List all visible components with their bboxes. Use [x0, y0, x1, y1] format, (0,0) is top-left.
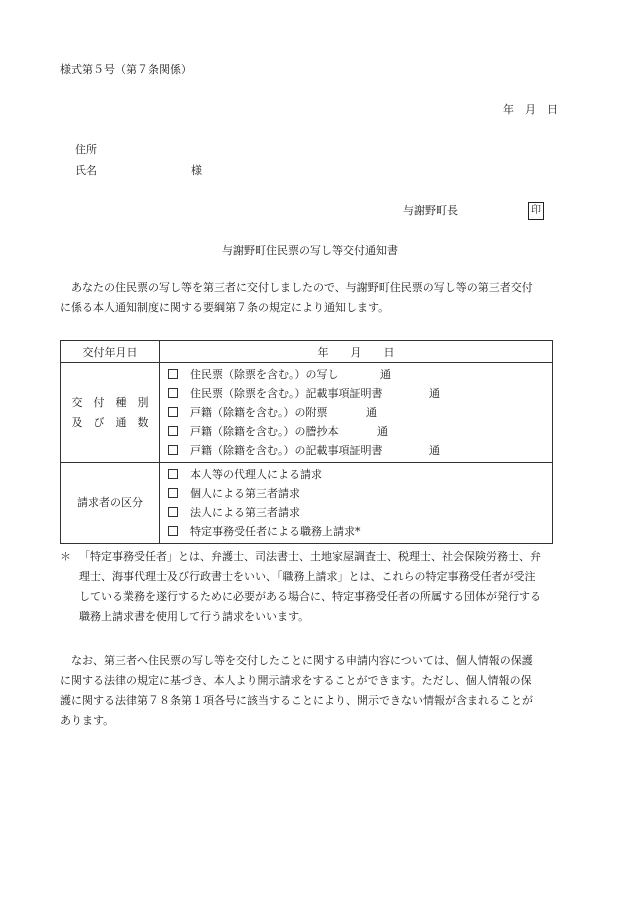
requester-cell	[160, 463, 553, 544]
closing-line: なお、第三者へ住民票の写し等を交付したことに関する申請内容については、個人情報の保護	[71, 654, 533, 667]
intro-line: に係る本人通知制度に関する要綱第７条の規定により通知します。	[60, 301, 390, 314]
form-number: 様式第５号（第７条関係）	[60, 63, 192, 76]
checkbox-icon	[168, 507, 178, 517]
checkbox-icon	[168, 526, 178, 536]
list-item	[168, 465, 544, 484]
footnote-line: 理士、海事代理士及び行政書士をいい、「職務上請求」とは、これらの特定事務受任者が受注	[79, 570, 536, 583]
list-item	[168, 484, 544, 503]
type-label-line: 交 付 種 別	[71, 395, 149, 409]
type-label-line: 及 び 通 数	[71, 415, 149, 429]
issuer-name: 与謝野町長	[403, 204, 458, 217]
checkbox-icon	[168, 469, 178, 479]
type-item-text: 住民票（除票を含む。）の写し	[190, 368, 339, 381]
delivery-table	[60, 340, 553, 544]
checkbox-icon	[168, 426, 178, 436]
footnote-line: 職務上請求書を使用して行う請求をいいます。	[79, 610, 310, 623]
type-cell	[160, 363, 553, 463]
closing-line: あります。	[60, 714, 115, 727]
type-item-text: 戸籍（除籍を含む。）の謄抄本	[190, 425, 339, 438]
requester-item-text: 特定事務受任者による職務上請求*	[190, 525, 361, 538]
footnote	[60, 547, 568, 627]
type-item-unit: 通	[429, 387, 440, 400]
date-header: 交付年月日	[61, 341, 160, 363]
list-item	[168, 384, 544, 403]
document-title: 与謝野町住民票の写し等交付通知書	[222, 244, 398, 257]
date-row	[61, 341, 553, 363]
checkbox-icon	[168, 488, 178, 498]
requester-item-text: 法人による第三者請求	[190, 506, 300, 519]
type-item-unit: 通	[366, 406, 377, 419]
list-item	[168, 441, 544, 460]
checkbox-icon	[168, 407, 178, 417]
closing-line: に関する法律の規定に基づき、本人より開示請求をすることができます。ただし、個人情報の保	[60, 674, 532, 687]
honorific: 様	[191, 164, 202, 177]
footnote-mark: ＊	[60, 550, 71, 563]
address-label: 住所	[75, 143, 97, 156]
list-item	[168, 365, 544, 384]
checkbox-icon	[168, 369, 178, 379]
intro-paragraph	[60, 278, 568, 318]
date-value: 年 月 日	[160, 341, 553, 363]
requester-label: 請求者の区分	[61, 463, 160, 544]
footnote-line: 「特定事務受任者」とは、弁護士、司法書士、土地家屋調査士、税理士、社会保険労務士、弁	[79, 550, 541, 563]
type-item-unit: 通	[380, 368, 391, 381]
closing-paragraph	[60, 651, 568, 731]
footnote-line: している業務を遂行するために必要がある場合に、特定事務受任者の所属する団体が発行する	[79, 590, 541, 603]
requester-item-text: 本人等の代理人による請求	[190, 468, 322, 481]
intro-line: あなたの住民票の写し等を第三者に交付しましたので、与謝野町住民票の写し等の第三者交付	[71, 281, 533, 294]
closing-line: 護に関する法律第７８条第１項各号に該当することにより、開示できない情報が含まれることが	[60, 694, 533, 707]
type-label	[61, 363, 160, 463]
requester-item-text: 個人による第三者請求	[190, 487, 300, 500]
name-label: 氏名	[75, 164, 97, 177]
list-item	[168, 422, 544, 441]
type-item-text: 戸籍（除籍を含む。）の記載事項証明書	[190, 444, 383, 457]
type-item-text: 住民票（除票を含む。）記載事項証明書	[190, 387, 383, 400]
checkbox-icon	[168, 445, 178, 455]
list-item	[168, 403, 544, 422]
date-line: 年 月 日	[503, 103, 558, 116]
type-item-unit: 通	[429, 444, 440, 457]
list-item	[168, 503, 544, 522]
list-item	[168, 522, 544, 541]
type-item-text: 戸籍（除籍を含む。）の附票	[190, 406, 328, 419]
type-item-unit: 通	[377, 425, 388, 438]
seal-mark: 印	[528, 202, 544, 220]
type-row	[61, 363, 553, 463]
requester-row	[61, 463, 553, 544]
checkbox-icon	[168, 388, 178, 398]
